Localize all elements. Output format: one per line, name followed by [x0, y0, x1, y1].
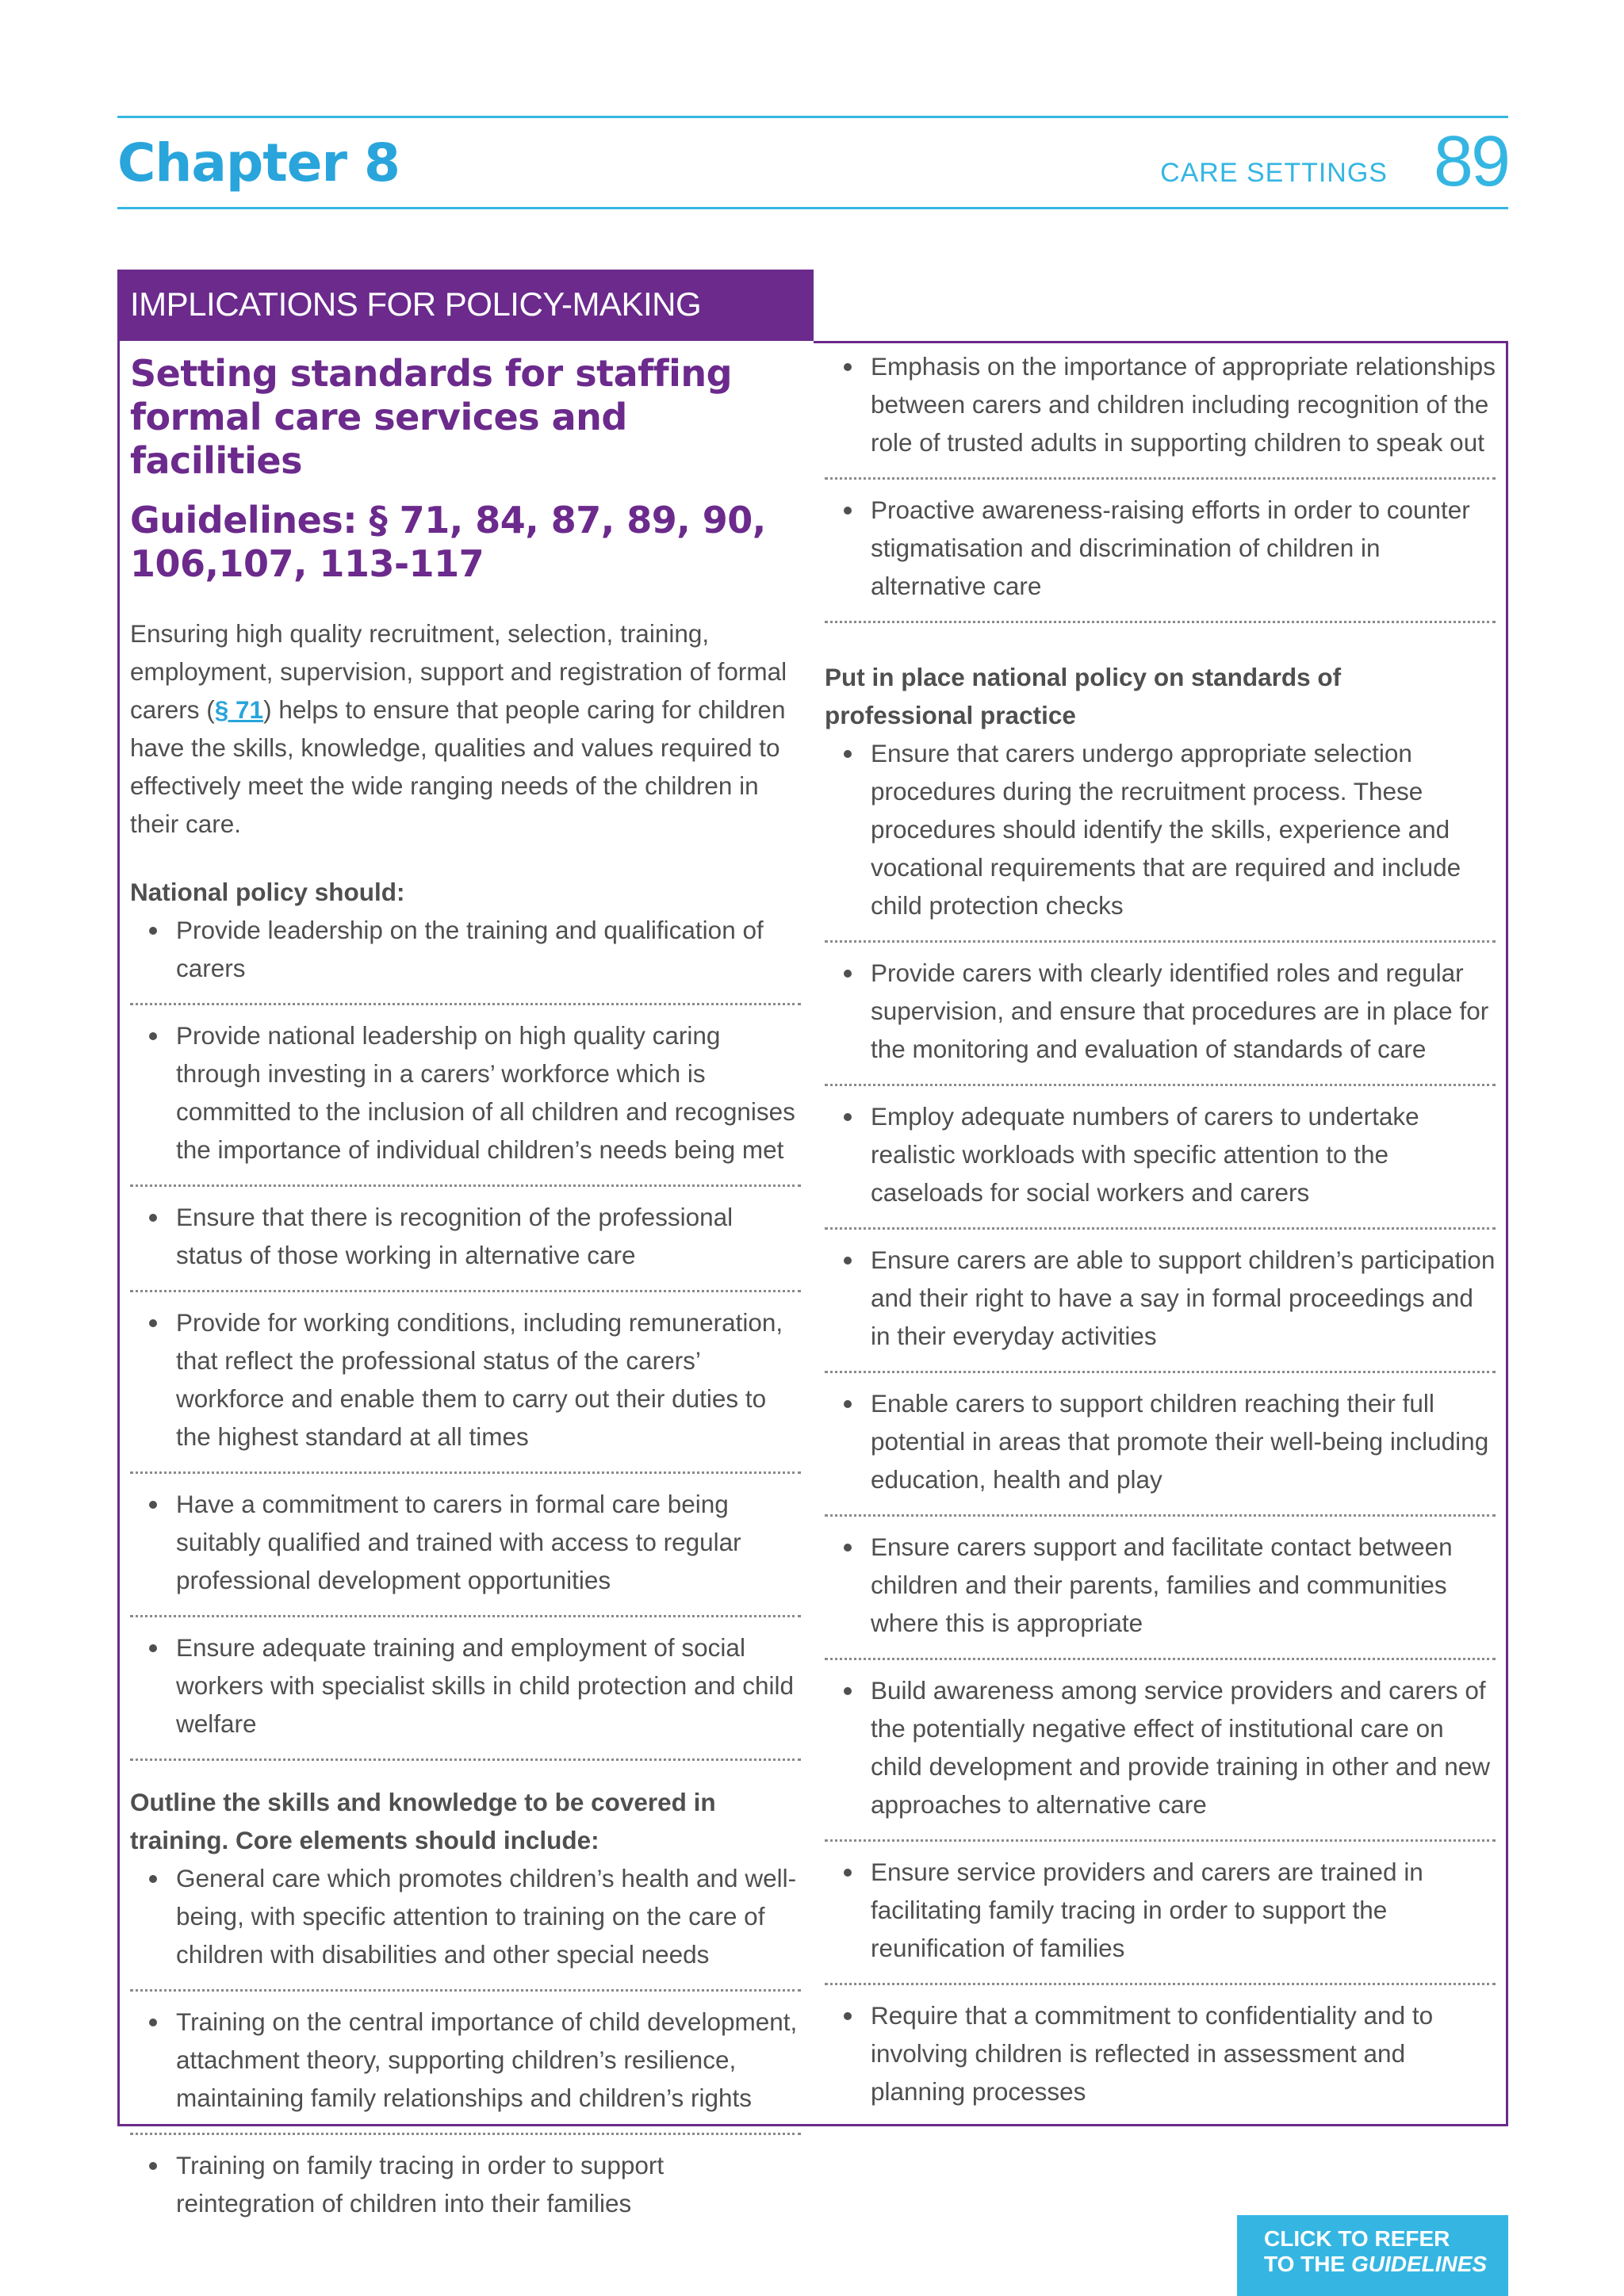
- refer-to-guidelines-button[interactable]: [1237, 2215, 1508, 2296]
- right-column: [825, 347, 1496, 2137]
- list-item: Ensure that there is recognition of the professional status of those working in alternative care: [130, 1198, 801, 1292]
- intro-text-start: Ensuring high quality recruitment, selection, training, employment, supervision, support and registration of formal carers (: [130, 619, 787, 724]
- relationships-list: [825, 347, 1496, 623]
- list-item: Training on the central importance of child development, attachment theory, supporting children’s resilience, maintaining family relationships and children’s rights: [130, 2003, 801, 2135]
- list-item: Ensure adequate training and employment of social workers with specialist skills in child protection and child welfare: [130, 1628, 801, 1761]
- intro-paragraph: [130, 614, 801, 843]
- list-item: General care which promotes children’s health and well-being, with specific attention to training on the care of children with disabilities and other special needs: [130, 1859, 801, 1992]
- guideline-reference-link[interactable]: § 71: [214, 695, 264, 724]
- page-number: 89: [1433, 122, 1508, 201]
- list-item: Ensure carers support and facilitate contact between children and their parents, families and communities where this is appropriate: [825, 1528, 1496, 1660]
- section-label: CARE SETTINGS: [1160, 158, 1388, 188]
- list-item: Provide national leadership on high quality caring through investing in a carers’ workforce which is committed to the inclusion of all children and recognises the importance of individual children’s needs being met: [130, 1016, 801, 1187]
- list-item: Require that a commitment to confidentiality and to involving children is reflected in assessment and planning processes: [825, 1996, 1496, 2126]
- list-item: Training on family tracing in order to support reintegration of children into their families: [130, 2146, 801, 2238]
- list-item: Have a commitment to carers in formal care being suitably qualified and trained with access to regular professional development opportunities: [130, 1485, 801, 1617]
- policy-subheading: National policy should:: [130, 878, 405, 906]
- training-list: [130, 1859, 801, 2238]
- list-item: Provide leadership on the training and qualification of carers: [130, 911, 801, 1005]
- training-subheading: Outline the skills and knowledge to be covered in training. Core elements should include:: [130, 1788, 716, 1854]
- box-top-border: [814, 341, 1508, 343]
- list-item: Ensure that carers undergo appropriate selection procedures during the recruitment process. These procedures should identify the skills, experience and vocational requirements that are required and include child protection checks: [825, 734, 1496, 943]
- standards-list: [825, 734, 1496, 2126]
- standards-subheading: Put in place national policy on standards of professional practice: [825, 663, 1342, 729]
- list-item: Enable carers to support children reaching their full potential in areas that promote their well-being including education, health and play: [825, 1384, 1496, 1517]
- section-banner: IMPLICATIONS FOR POLICY-MAKING: [117, 270, 814, 341]
- button-line-2-prefix: TO THE: [1264, 2252, 1351, 2276]
- list-item: Ensure carers are able to support children’s participation and their right to have a say in formal proceedings and in their everyday activities: [825, 1241, 1496, 1373]
- list-item: Build awareness among service providers and carers of the potentially negative effect of institutional care on child development and provide training in other and new approaches to alternative care: [825, 1671, 1496, 1842]
- list-item: Proactive awareness-raising efforts in order to counter stigmatisation and discrimination of children in alternative care: [825, 491, 1496, 623]
- list-item: Employ adequate numbers of carers to undertake realistic workloads with specific attention to the caseloads for social workers and carers: [825, 1097, 1496, 1230]
- policy-list: [130, 911, 801, 1761]
- left-column: [130, 341, 801, 2249]
- button-line-2-emphasis: GUIDELINES: [1350, 2252, 1488, 2276]
- button-line-1: CLICK TO REFER: [1264, 2226, 1450, 2251]
- list-item: Ensure service providers and carers are trained in facilitating family tracing in order to support the reunification of families: [825, 1853, 1496, 1985]
- page-header: [117, 116, 1508, 209]
- section-heading: Setting standards for staffing formal care services and facilities: [130, 352, 733, 482]
- intro-text-end: ) helps to ensure that people caring for children have the skills, knowledge, qualities and values required to effectively meet the wide ranging needs of the children in their care.: [130, 695, 786, 838]
- list-item: Emphasis on the importance of appropriate relationships between carers and children including recognition of the role of trusted adults in supporting children to speak out: [825, 347, 1496, 480]
- list-item: Provide for working conditions, including remuneration, that reflect the professional status of the carers’ workforce and enable them to carry out their duties to the highest standard at all times: [130, 1303, 801, 1474]
- guidelines-heading: Guidelines: § 71, 84, 87, 89, 90, 106,107, 113-117: [130, 499, 766, 585]
- list-item: Provide carers with clearly identified roles and regular supervision, and ensure that procedures are in place for the monitoring and evaluation of standards of care: [825, 954, 1496, 1086]
- chapter-title: Chapter 8: [117, 132, 400, 193]
